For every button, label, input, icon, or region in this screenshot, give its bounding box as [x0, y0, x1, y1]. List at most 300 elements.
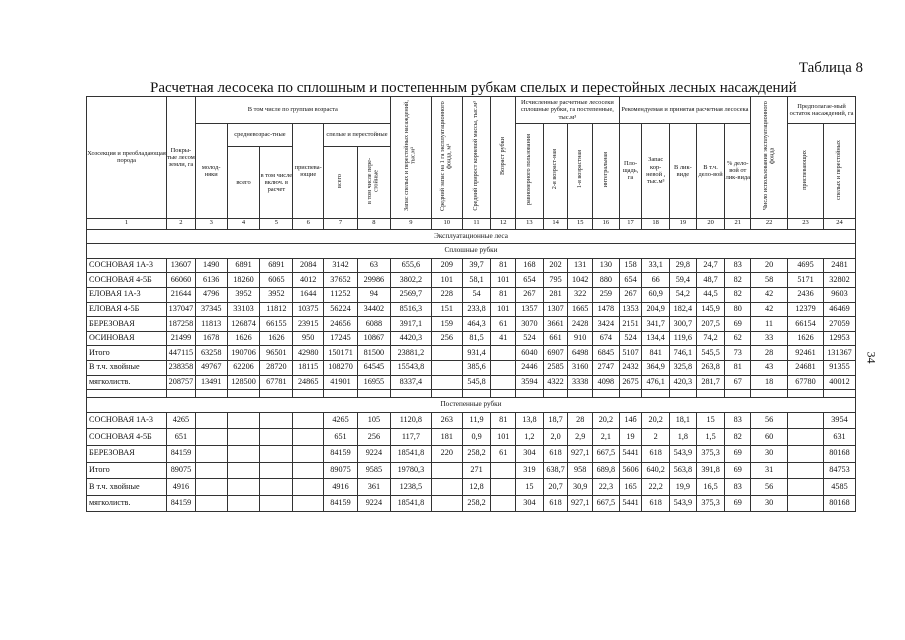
- table-cell: 631: [823, 429, 855, 446]
- table-cell: 30,9: [568, 479, 593, 496]
- table-cell: 3661: [543, 317, 568, 332]
- table-cell: 20,2: [593, 412, 620, 429]
- table-caption: Таблица 8: [798, 60, 863, 76]
- table-cell: 1,2: [516, 429, 544, 446]
- table-cell: 22,2: [642, 479, 670, 496]
- table-cell: [293, 462, 324, 479]
- table-cell: 1042: [568, 273, 593, 288]
- spacer-cell: [543, 390, 568, 398]
- header-rec-business: В т.ч. дело-вой: [696, 124, 725, 219]
- header-rest-premature: приспевающих: [788, 124, 824, 219]
- table-cell: [227, 445, 260, 462]
- table-cell: [195, 429, 227, 446]
- spacer-cell: [593, 390, 620, 398]
- table-cell: 40012: [823, 375, 855, 390]
- table-cell: 84159: [167, 495, 196, 512]
- table-cell: [491, 375, 516, 390]
- spacer-row: [87, 390, 856, 398]
- table-cell: 545,8: [462, 375, 491, 390]
- table-cell: 2446: [516, 360, 544, 375]
- table-cell: 1,5: [696, 429, 725, 446]
- table-cell: 1478: [593, 302, 620, 317]
- table-row: [87, 258, 856, 273]
- table-cell: 2675: [619, 375, 642, 390]
- table-cell: 880: [593, 273, 620, 288]
- table-cell: [491, 360, 516, 375]
- table-cell: 1353: [619, 302, 642, 317]
- table-cell: 233,8: [462, 302, 491, 317]
- table-cell: 42: [751, 287, 788, 302]
- table-cell: 256: [357, 429, 390, 446]
- table-cell: 96501: [260, 346, 293, 361]
- table-cell: 67781: [260, 375, 293, 390]
- table-cell: 263: [431, 412, 462, 429]
- row-label: В т.ч. хвойные: [87, 360, 167, 375]
- spacer-cell: [642, 390, 670, 398]
- table-cell: 82: [725, 429, 751, 446]
- table-cell: 37652: [324, 273, 358, 288]
- table-cell: 29,8: [670, 258, 697, 273]
- table-cell: 4098: [593, 375, 620, 390]
- spacer-cell: [696, 390, 725, 398]
- column-numbers-row: [87, 218, 856, 229]
- table-cell: 41901: [324, 375, 358, 390]
- table-cell: 60: [751, 429, 788, 446]
- table-cell: [788, 445, 824, 462]
- table-cell: 667,5: [593, 445, 620, 462]
- table-cell: 42980: [293, 346, 324, 361]
- table-cell: 13491: [195, 375, 227, 390]
- table-cell: [431, 495, 462, 512]
- table-cell: 6136: [195, 273, 227, 288]
- spacer-cell: [167, 390, 196, 398]
- table-cell: 364,9: [642, 360, 670, 375]
- table-cell: 208757: [167, 375, 196, 390]
- table-cell: 267: [516, 287, 544, 302]
- column-number: 1: [87, 218, 167, 229]
- table-cell: 618: [642, 445, 670, 462]
- table-cell: [491, 462, 516, 479]
- table-cell: 300,7: [670, 317, 697, 332]
- table-cell: 46469: [823, 302, 855, 317]
- table-cell: 3594: [516, 375, 544, 390]
- table-cell: 2,1: [593, 429, 620, 446]
- header-avg-increment: Средний прирост корневой массы, тыс.м³: [462, 97, 491, 219]
- table-cell: 61: [491, 445, 516, 462]
- table-cell: [293, 429, 324, 446]
- column-number: 4: [227, 218, 260, 229]
- table-cell: 304: [516, 445, 544, 462]
- spacer-cell: [324, 390, 358, 398]
- column-number: 2: [167, 218, 196, 229]
- table-row: [87, 479, 856, 496]
- table-cell: 19,9: [670, 479, 697, 496]
- column-number: 6: [293, 218, 324, 229]
- table-cell: 3802,2: [390, 273, 431, 288]
- table-cell: 1626: [260, 331, 293, 346]
- table-cell: 3338: [568, 375, 593, 390]
- spacer-cell: [670, 390, 697, 398]
- table-cell: [195, 495, 227, 512]
- table-cell: 4695: [788, 258, 824, 273]
- table-cell: 119,6: [670, 331, 697, 346]
- table-cell: 795: [543, 273, 568, 288]
- table-cell: 17245: [324, 331, 358, 346]
- table-cell: 5107: [619, 346, 642, 361]
- header-middle: средневозрас-тные: [227, 124, 293, 147]
- table-cell: 63258: [195, 346, 227, 361]
- spacer-cell: [568, 390, 593, 398]
- table-cell: 6907: [543, 346, 568, 361]
- table-row: [87, 445, 856, 462]
- header-rest-mature: спелых и перестойных: [823, 124, 855, 219]
- table-cell: 69: [725, 495, 751, 512]
- spacer-cell: [788, 390, 824, 398]
- table-cell: 6065: [260, 273, 293, 288]
- table-cell: 476,1: [642, 375, 670, 390]
- table-cell: 19780,3: [390, 462, 431, 479]
- table-cell: 524: [516, 331, 544, 346]
- table-cell: 464,3: [462, 317, 491, 332]
- table-cell: 18541,8: [390, 445, 431, 462]
- table-row: [87, 302, 856, 317]
- page-number: 34: [864, 351, 879, 364]
- table-cell: 11813: [195, 317, 227, 332]
- table-cell: 1120,8: [390, 412, 431, 429]
- table-cell: 24656: [324, 317, 358, 332]
- table-cell: 927,1: [568, 495, 593, 512]
- table-cell: 187258: [167, 317, 196, 332]
- table-cell: 27059: [823, 317, 855, 332]
- table-cell: [788, 462, 824, 479]
- column-number: 23: [788, 218, 824, 229]
- table-cell: 2: [642, 429, 670, 446]
- table-cell: 60,9: [642, 287, 670, 302]
- table-cell: 12,8: [462, 479, 491, 496]
- spacer-cell: [751, 390, 788, 398]
- header-rec-stock: Запас кор-невой , тыс.м³: [642, 124, 670, 219]
- table-cell: 10375: [293, 302, 324, 317]
- table-cell: 81: [491, 287, 516, 302]
- table-cell: 11: [751, 317, 788, 332]
- table-cell: 3952: [227, 287, 260, 302]
- table-cell: 23881,2: [390, 346, 431, 361]
- spacer-cell: [462, 390, 491, 398]
- table-cell: 3424: [593, 317, 620, 332]
- table-cell: 4585: [823, 479, 855, 496]
- table-cell: [195, 412, 227, 429]
- row-label: ЕЛОВАЯ 4-5Б: [87, 302, 167, 317]
- table-cell: 24865: [293, 375, 324, 390]
- table-cell: [491, 479, 516, 496]
- header-calc-4: интегральная: [593, 124, 620, 219]
- table-cell: 15: [516, 479, 544, 496]
- table-cell: 59,4: [670, 273, 697, 288]
- table-cell: 9224: [357, 445, 390, 462]
- section-row: [87, 398, 856, 413]
- table-cell: 3917,1: [390, 317, 431, 332]
- table-cell: 101: [491, 302, 516, 317]
- table-row: [87, 462, 856, 479]
- table-cell: 117,7: [390, 429, 431, 446]
- table-cell: 80: [725, 302, 751, 317]
- table-row: [87, 495, 856, 512]
- table-cell: [195, 445, 227, 462]
- table-cell: 689,8: [593, 462, 620, 479]
- table-cell: 4916: [167, 479, 196, 496]
- header-rec-pct: % дело-вой от лик-вида: [725, 124, 751, 219]
- column-number: 19: [670, 218, 697, 229]
- table-cell: 32802: [823, 273, 855, 288]
- table-cell: 228: [431, 287, 462, 302]
- table-cell: 73: [725, 346, 751, 361]
- table-cell: 66060: [167, 273, 196, 288]
- table-cell: 62: [725, 331, 751, 346]
- table-cell: 83: [725, 412, 751, 429]
- table-cell: 131: [568, 258, 593, 273]
- table-cell: 3954: [823, 412, 855, 429]
- table-cell: [788, 479, 824, 496]
- spacer-cell: [725, 390, 751, 398]
- table-cell: 958: [568, 462, 593, 479]
- table-cell: 375,3: [696, 445, 725, 462]
- header-calc-1: равномерного пользования: [516, 124, 544, 219]
- table-cell: 101: [491, 429, 516, 446]
- column-number: 14: [543, 218, 568, 229]
- spacer-cell: [619, 390, 642, 398]
- table-cell: 667,5: [593, 495, 620, 512]
- table-cell: 654: [619, 273, 642, 288]
- table-cell: 37345: [195, 302, 227, 317]
- row-label: Итого: [87, 346, 167, 361]
- table-cell: 31: [751, 462, 788, 479]
- table-cell: 21499: [167, 331, 196, 346]
- header-rec: Рекомендуемая и принятая расчетная лесосека: [619, 97, 750, 124]
- header-premature: приспева-ющие: [293, 124, 324, 219]
- table-cell: 9224: [357, 495, 390, 512]
- table-cell: 20,7: [543, 479, 568, 496]
- table-cell: 391,8: [696, 462, 725, 479]
- spacer-cell: [390, 390, 431, 398]
- table-cell: 910: [568, 331, 593, 346]
- table-cell: 126874: [227, 317, 260, 332]
- table-cell: 29986: [357, 273, 390, 288]
- column-number: 8: [357, 218, 390, 229]
- table-cell: 8337,4: [390, 375, 431, 390]
- table-cell: 563,8: [670, 462, 697, 479]
- table-cell: 543,9: [670, 445, 697, 462]
- table-cell: [195, 462, 227, 479]
- table-cell: 83: [725, 258, 751, 273]
- table-cell: 30: [751, 445, 788, 462]
- table-cell: 33: [751, 331, 788, 346]
- table-cell: 34402: [357, 302, 390, 317]
- table-cell: 618: [543, 445, 568, 462]
- table-cell: 524: [619, 331, 642, 346]
- table-cell: 4265: [167, 412, 196, 429]
- section-clear: Сплошные рубки: [87, 244, 856, 259]
- table-cell: 130: [593, 258, 620, 273]
- table-cell: 207,5: [696, 317, 725, 332]
- table-cell: [431, 346, 462, 361]
- table-cell: 8516,3: [390, 302, 431, 317]
- table-cell: 1626: [788, 331, 824, 346]
- table-cell: 9585: [357, 462, 390, 479]
- spacer-cell: [431, 390, 462, 398]
- table-cell: 61: [491, 317, 516, 332]
- table-cell: 13,8: [516, 412, 544, 429]
- table-cell: 89075: [167, 462, 196, 479]
- header-rec-liquid: В лик-виде: [670, 124, 697, 219]
- table-cell: 23915: [293, 317, 324, 332]
- table-cell: 6088: [357, 317, 390, 332]
- table-cell: 137047: [167, 302, 196, 317]
- table-cell: 258,2: [462, 445, 491, 462]
- table-cell: 82: [725, 287, 751, 302]
- table-cell: 2,0: [543, 429, 568, 446]
- table-cell: 28: [751, 346, 788, 361]
- table-cell: 2432: [619, 360, 642, 375]
- table-cell: 54: [462, 287, 491, 302]
- table-cell: [260, 445, 293, 462]
- table-cell: 92461: [788, 346, 824, 361]
- spacer-cell: [516, 390, 544, 398]
- table-cell: 2747: [593, 360, 620, 375]
- row-label: СОСНОВАЯ 1А-3: [87, 412, 167, 429]
- table-cell: 43: [751, 360, 788, 375]
- table-cell: 11252: [324, 287, 358, 302]
- table-cell: 18260: [227, 273, 260, 288]
- table-cell: [260, 429, 293, 446]
- table-cell: 13607: [167, 258, 196, 273]
- header-row-1: [87, 97, 856, 124]
- table-cell: 62206: [227, 360, 260, 375]
- table-cell: [431, 479, 462, 496]
- table-cell: 927,1: [568, 445, 593, 462]
- row-label: Итого: [87, 462, 167, 479]
- table-cell: 81: [491, 412, 516, 429]
- table-cell: 746,1: [670, 346, 697, 361]
- table-cell: 22,3: [593, 479, 620, 496]
- table-cell: 361: [357, 479, 390, 496]
- column-number: 16: [593, 218, 620, 229]
- header-mature: спелые и перестойные: [324, 124, 391, 147]
- table-cell: [431, 360, 462, 375]
- spacer-cell: [357, 390, 390, 398]
- header-group: Хозсекция и преобладающая порода: [87, 97, 167, 219]
- table-cell: 6891: [227, 258, 260, 273]
- table-cell: 202: [543, 258, 568, 273]
- table-cell: 618: [543, 495, 568, 512]
- table-cell: 108270: [324, 360, 358, 375]
- table-cell: 674: [593, 331, 620, 346]
- table-cell: 5441: [619, 445, 642, 462]
- table-cell: 3952: [260, 287, 293, 302]
- table-cell: [227, 412, 260, 429]
- row-label: БЕРЕЗОВАЯ: [87, 445, 167, 462]
- table-cell: 1357: [516, 302, 544, 317]
- table-row: [87, 331, 856, 346]
- table-cell: 165: [619, 479, 642, 496]
- table-cell: 4012: [293, 273, 324, 288]
- table-cell: 69: [725, 317, 751, 332]
- table-cell: 281,7: [696, 375, 725, 390]
- table-cell: 651: [324, 429, 358, 446]
- column-number: 3: [195, 218, 227, 229]
- table-cell: 28720: [260, 360, 293, 375]
- table-cell: 18: [751, 375, 788, 390]
- table-cell: [227, 479, 260, 496]
- table-cell: 39,7: [462, 258, 491, 273]
- column-number: 12: [491, 218, 516, 229]
- table-cell: 56224: [324, 302, 358, 317]
- table-cell: 4420,3: [390, 331, 431, 346]
- table-cell: 58,1: [462, 273, 491, 288]
- table-cell: 420,3: [670, 375, 697, 390]
- table-row: [87, 317, 856, 332]
- table-cell: 655,6: [390, 258, 431, 273]
- table-cell: 4916: [324, 479, 358, 496]
- spacer-cell: [823, 390, 855, 398]
- table-cell: 267: [619, 287, 642, 302]
- table-cell: 131367: [823, 346, 855, 361]
- table-cell: [260, 479, 293, 496]
- table-cell: 2481: [823, 258, 855, 273]
- header-stock: Запас спелых и перестойных насаждений, тыс.м³: [390, 97, 431, 219]
- table-cell: 950: [293, 331, 324, 346]
- table-cell: 281: [543, 287, 568, 302]
- table-cell: 259: [593, 287, 620, 302]
- table-cell: 3160: [568, 360, 593, 375]
- table-cell: 30: [751, 495, 788, 512]
- table-row: [87, 412, 856, 429]
- table-cell: [293, 479, 324, 496]
- table-cell: 12953: [823, 331, 855, 346]
- table-cell: 9603: [823, 287, 855, 302]
- table-cell: 5441: [619, 495, 642, 512]
- table-cell: 931,4: [462, 346, 491, 361]
- column-number: 9: [390, 218, 431, 229]
- table-cell: 54,2: [670, 287, 697, 302]
- table-cell: 18,1: [670, 412, 697, 429]
- table-cell: 6891: [260, 258, 293, 273]
- table-cell: 638,7: [543, 462, 568, 479]
- table-cell: 67780: [788, 375, 824, 390]
- table-cell: 11,9: [462, 412, 491, 429]
- table-cell: 651: [167, 429, 196, 446]
- spacer-cell: [227, 390, 260, 398]
- table-cell: 18541,8: [390, 495, 431, 512]
- table-cell: [260, 495, 293, 512]
- table-cell: 101: [491, 273, 516, 288]
- header-calc: Исчисленные расчетные лесосеки сплошные рубки, га постепенные, тыс.м³: [516, 97, 620, 124]
- table-cell: 14б: [619, 412, 642, 429]
- row-label: СОСНОВАЯ 1А-3: [87, 258, 167, 273]
- table-cell: 2084: [293, 258, 324, 273]
- table-cell: [195, 479, 227, 496]
- header-by-age: В том числе по группам возраста: [195, 97, 390, 124]
- table-cell: 80168: [823, 445, 855, 462]
- column-number: 15: [568, 218, 593, 229]
- table-cell: 81: [491, 258, 516, 273]
- column-number: 7: [324, 218, 358, 229]
- column-number: 24: [823, 218, 855, 229]
- table-cell: 44,5: [696, 287, 725, 302]
- table-cell: 15: [696, 412, 725, 429]
- table-row: [87, 273, 856, 288]
- table-cell: 16955: [357, 375, 390, 390]
- row-label: СОСНОВАЯ 4-5Б: [87, 273, 167, 288]
